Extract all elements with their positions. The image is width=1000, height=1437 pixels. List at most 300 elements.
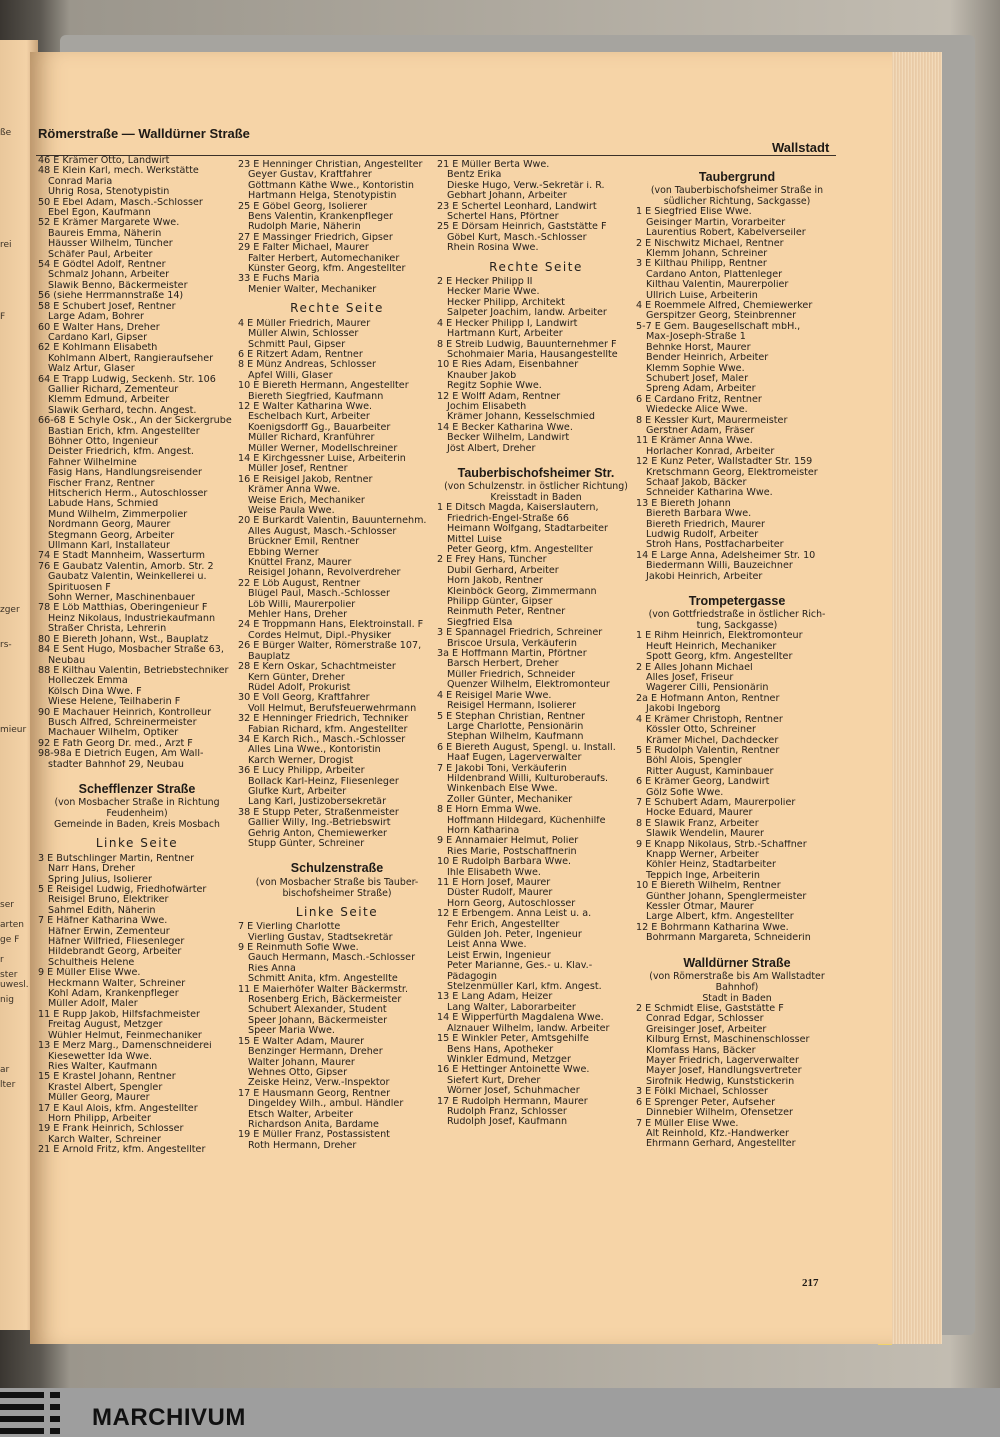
resident-entry: Ullrich Luise, Arbeiterin [646,290,758,301]
house-entry: 9 E Knapp Nikolaus, Strb.-Schaffner [636,839,807,850]
house-entry: 5-7 E Gem. Baugesellschaft mbH., [636,321,801,332]
resident-entry: Narr Hans, Dreher [48,864,136,875]
resident-entry: Barsch Herbert, Dreher [447,659,559,670]
resident-entry: Baureis Emma, Näherin [48,228,162,239]
house-entry: 7 E Jakobi Toni, Verkäuferin [437,763,567,774]
left-page-text-fragment: ser [0,900,14,910]
house-entry: 15 E Krastel Johann, Rentner [38,1072,176,1083]
resident-entry: Rüdel Adolf, Prokurist [248,682,351,693]
house-entry: 2 E Alles Johann Michael [636,662,753,673]
resident-entry: Mehler Hans, Dreher [248,610,348,621]
house-entry: 12 E Erbengem. Anna Leist u. a. [437,909,592,920]
house-entry: 21 E Müller Berta Wwe. [437,160,550,170]
resident-entry: Künster Georg, kfm. Angestellter [248,264,406,275]
house-entry: 11 E Krämer Anna Wwe. [636,436,753,447]
house-entry: 98-98a E Dietrich Eugen, Am Wall- [38,749,204,760]
resident-entry: Eschelbach Kurt, Arbeiter [248,412,370,423]
house-entry: 10 E Biereth Wilhelm, Rentner [636,881,781,892]
street-description: (von Römerstraße bis Am Wallstadter [649,971,825,983]
house-entry: 2a E Hofmann Anton, Rentner [636,693,780,704]
street-heading: Taubergrund [698,170,776,184]
side-heading: Rechte Seite [489,259,583,274]
resident-entry: Holleczek Emma [48,676,128,687]
house-entry: 10 E Rudolph Barbara Wwe. [437,857,572,868]
resident-entry: Gauch Hermann, Masch.-Schlosser [248,953,416,964]
street-description: (von Mosbacher Straße in Richtung [54,797,220,809]
resident-entry: Fehr Erich, Angestellter [447,919,560,930]
house-entry: 12 E Kunz Peter, Wallstadter Str. 159 [636,457,813,468]
resident-entry: Horn Philipp, Arbeiter [48,1113,151,1124]
house-entry: 8 E Kessler Kurt, Maurermeister [636,415,788,426]
house-entry: 33 E Fuchs Maria [238,274,320,285]
resident-entry: Hitscherich Herm., Autoschlosser [48,489,208,499]
resident-entry: Kölsch Dina Wwe. F [48,686,142,697]
resident-entry: Hecker Marie Wwe. [447,287,540,298]
resident-entry: Haaf Eugen, Lagerverwalter [447,753,582,764]
resident-entry: Schohmaier Maria, Hausangestellte [447,349,618,360]
house-entry: 4 E Hecker Philipp I, Landwirt [437,318,578,329]
resident-entry: Rudolph Marie, Näherin [248,222,361,233]
resident-entry: Rudolph Franz, Schlosser [447,1106,567,1117]
resident-entry: Krämer Johann, Kesselschmied [447,412,595,423]
house-entry: 14 E Kirchgessner Luise, Arbeiterin [238,453,406,464]
resident-entry: Mittel Luise [447,534,502,545]
resident-entry: Biereth Barbara Wwe. [646,509,752,520]
resident-entry: Kessler Otmar, Maurer [646,902,754,912]
house-entry: 2 E Schmidt Elise, Gaststätte F [636,1004,784,1015]
house-entry: 4 E Reisigel Marie Wwe. [437,690,552,701]
house-entry: 24 E Troppmann Hans, Elektroinstall. F [238,620,424,631]
house-entry: 90 E Machauer Heinrich, Kontrolleur [38,707,212,718]
page-header-streets: Römerstraße — Walldürner Straße [38,126,250,141]
resident-entry: Jakobi Ingeborg [646,704,721,715]
street-description: bischofsheimer Straße) [282,887,392,899]
resident-entry: Conrad Edgar, Schlosser [646,1014,764,1025]
resident-entry: Karch Werner, Drogist [248,755,354,766]
house-entry: 30 E Voll Georg, Kraftfahrer [238,693,370,704]
resident-entry: Schubert Alexander, Student [248,1005,387,1016]
house-entry: 29 E Falter Michael, Maurer [238,243,369,254]
house-entry: 13 E Lang Adam, Heizer [437,992,553,1003]
resident-entry: Biedermann Willi, Bauzeichner [646,561,793,572]
resident-entry: Slawik Gerhard, techn. Angest. [48,405,197,416]
resident-entry: Lang Karl, Justizobersekretär [248,797,387,808]
resident-entry: Siefert Kurt, Dreher [447,1075,541,1086]
resident-entry: Peter Marianne, Ges.- u. Klav.- [447,961,593,972]
resident-entry: Gerstner Adam, Fräser [646,425,755,436]
resident-entry: Geisinger Martin, Vorarbeiter [646,217,786,228]
resident-entry: Regitz Sophie Wwe. [447,381,542,392]
resident-entry: Kleinböck Georg, Zimmermann [447,586,597,597]
resident-entry: Müller Adolf, Maler [48,999,138,1010]
street-description: (von Gottfriedstraße in östlicher Rich- [648,609,826,621]
resident-entry: Mund Wilhelm, Zimmerpolier [48,509,188,520]
resident-entry: Ries Anna [248,963,296,974]
house-entry: 14 E Large Anna, Adelsheimer Str. 10 [636,550,816,561]
resident-entry: Dieske Hugo, Verw.-Sekretär i. R. [447,180,605,191]
resident-entry: Roth Hermann, Dreher [248,1140,357,1151]
resident-entry: Krastel Albert, Spengler [48,1082,163,1093]
house-entry: 28 E Kern Oskar, Schachtmeister [238,662,396,673]
house-entry: 80 E Biereth Johann, Wst., Bauplatz [38,634,209,645]
resident-entry: Günther Johann, Spenglermeister [646,891,807,902]
side-heading: Linke Seite [295,904,379,919]
resident-entry: Kohlmann Albert, Rangieraufseher [48,353,214,364]
left-page-text-fragment: lter [0,1080,16,1090]
house-entry: 17 E Rudolph Hermann, Maurer [437,1096,588,1107]
street-description: südlicher Richtung, Sackgasse) [663,196,811,208]
resident-entry: Hildebrandt Georg, Arbeiter [48,947,182,958]
house-entry: 7 E Häfner Katharina Wwe. [38,916,168,927]
house-entry: 26 E Bürger Walter, Römerstraße 107, [238,641,422,652]
house-entry: 14 E Wipperfürth Magdalena Wwe. [437,1013,604,1024]
resident-entry: Schmitt Anita, kfm. Angestellte [248,974,398,985]
house-entry: 62 E Kohlmann Elisabeth [38,343,158,354]
resident-entry: Biereth Friedrich, Maurer [646,519,765,530]
house-entry: 25 E Göbel Georg, Isolierer [238,201,368,212]
page-header-district: Wallstadt [772,140,830,155]
resident-entry: Horn Jakob, Rentner [447,576,543,587]
street-description: (von Tauberbischofsheimer Straße in [650,185,824,197]
left-page-text-fragment: arten [0,920,24,930]
resident-entry: Horn Katharina [447,825,520,836]
house-entry: 2 E Nischwitz Michael, Rentner [636,238,784,249]
house-entry: 84 E Sent Hugo, Mosbacher Straße 63, [38,645,224,656]
resident-entry: Jochim Elisabeth [447,401,527,412]
resident-entry: Schertel Hans, Pförtner [447,212,559,223]
resident-entry: Göttmann Käthe Wwe., Kontoristin [248,180,414,191]
resident-entry: Gaubatz Valentin, Weinkellerei u. [48,572,207,583]
resident-entry: Müller Georg, Maurer [48,1093,150,1104]
resident-entry: Fahner Wilhelmine [48,457,137,468]
left-page-text-fragment: zger [0,605,20,615]
resident-entry: Horn Georg, Autoschlosser [447,898,576,909]
house-entry: 12 E Bohrmann Katharina Wwe. [636,922,789,933]
house-entry: 15 E Walter Adam, Maurer [238,1036,365,1047]
resident-entry: Gölz Sofie Wwe. [646,787,724,798]
house-entry: 6 E Cardano Fritz, Rentner [636,394,762,405]
resident-entry: Klomfass Hans, Bäcker [646,1045,756,1056]
resident-entry: Müller Friedrich, Schneider [447,669,576,680]
house-entry: 19 E Frank Heinrich, Schlosser [38,1124,184,1135]
resident-entry: Laurentius Robert, Kabelverseiler [646,228,806,239]
resident-entry: Horlacher Konrad, Arbeiter [646,446,775,457]
resident-entry: Ebel Egon, Kaufmann [48,208,151,219]
resident-entry: Wagerer Cilli, Pensionärin [646,683,769,694]
house-entry: 21 E Arnold Fritz, kfm. Angestellter [38,1145,206,1156]
resident-entry: Gebhart Johann, Arbeiter [447,191,567,202]
resident-entry: Hartmann Helga, Stenotypistin [248,191,397,202]
street-heading: Tauberbischofsheimer Str. [457,465,615,480]
resident-entry: Klemm Edmund, Arbeiter [48,395,170,406]
resident-entry: Knauber Jakob [447,370,517,381]
resident-entry: Häusser Wilhelm, Tüncher [48,239,173,250]
house-entry: 10 E Ries Adam, Eisenbahner [437,360,579,371]
resident-entry: Large Charlotte, Pensionärin [447,721,584,732]
house-entry: 34 E Karch Rich., Masch.-Schlosser [238,734,406,745]
resident-entry: Ries Walter, Kaufmann [48,1061,158,1072]
house-entry: 7 E Schubert Adam, Maurerpolier [636,797,796,808]
house-entry: 78 E Löb Matthias, Oberingenieur F [38,603,208,614]
resident-entry: Reinmuth Peter, Rentner [447,607,566,618]
left-page-text-fragment: ar [0,1065,10,1075]
street-description: Feudenheim) [106,808,168,820]
resident-entry: Philipp Günter, Gipser [447,597,553,608]
resident-entry: Stupp Günter, Schreiner [248,839,365,849]
resident-entry: Large Albert, kfm. Angestellter [646,912,794,923]
house-entry: 9 E Reinmuth Sofie Wwe. [238,943,359,954]
resident-entry: Glufke Kurt, Arbeiter [248,786,347,797]
left-page-text-fragment: rs- [0,640,12,650]
house-entry: 13 E Merz Marg., Damenschneiderei [38,1041,212,1052]
resident-entry: Lang Walter, Laborarbeiter [447,1002,576,1013]
resident-entry: Kiesewetter Ida Wwe. [48,1051,153,1062]
street-heading: Schulzenstraße [290,861,384,876]
resident-entry: Löb Willi, Maurerpolier [248,599,356,610]
resident-entry: Ullmann Karl, Installateur [48,541,170,552]
resident-entry: Alt Reinhold, Kfz.-Handwerker [646,1128,789,1139]
house-entry: 92 E Fath Georg Dr. med., Arzt F [38,738,193,749]
column-2 [238,160,436,1151]
resident-entry: Greisinger Josef, Arbeiter [646,1024,767,1035]
resident-entry: Gerspitzer Georg, Steinbrenner [646,311,797,322]
resident-entry: Dingeldey Wilh., ambul. Händler [248,1099,404,1110]
resident-entry: Ludwig Rudolf, Arbeiter [646,530,759,540]
house-entry: 5 E Rudolph Valentin, Rentner [636,745,780,756]
side-heading: Rechte Seite [290,301,384,316]
resident-entry: Voll Helmut, Berufsfeuerwehrmann [248,703,417,714]
resident-entry: Spirituosen F [48,582,111,593]
resident-entry: Alznauer Wilhelm, landw. Arbeiter [447,1023,610,1034]
resident-entry: Knapp Werner, Arbeiter [646,849,759,860]
left-page-text-fragment: ge F [0,935,20,945]
resident-entry: Müller Alwin, Schlosser [248,329,359,340]
street-description: Stadt in Baden [702,993,772,1005]
resident-entry: Gallier Richard, Zementeur [48,384,179,395]
house-entry: 36 E Lucy Philipp, Arbeiter [238,766,365,777]
house-entry: 6 E Ritzert Adam, Rentner [238,349,363,360]
resident-entry: Biereth Siegfried, Kaufmann [248,391,384,402]
left-page-text-fragment: nig [0,995,14,1005]
resident-entry: Koenigsdorff Gg., Bauarbeiter [248,422,391,433]
resident-entry: Ehrmann Gerhard, Angestellter [646,1139,796,1150]
resident-entry: Friedrich-Engel-Straße 66 [447,513,569,524]
house-entry: 14 E Becker Katharina Wwe. [437,422,573,433]
house-entry: 88 E Kilthau Valentin, Betriebstechniker [38,665,229,676]
house-entry: 2 E Hecker Philipp II [437,277,533,288]
resident-entry: Freitag August, Metzger [48,1020,163,1031]
resident-entry: Bollack Karl-Heinz, Fliesenleger [248,776,399,787]
resident-entry: Klemm Johann, Schreiner [646,249,768,260]
resident-entry: Kern Günter, Dreher [248,672,345,683]
house-entry: 38 E Stupp Peter, Straßenmeister [238,807,399,818]
resident-entry: Cardano Karl, Gipser [48,332,148,343]
resident-entry: Kilburg Ernst, Maschinenschlosser [646,1035,810,1046]
house-entry: 3a E Hoffmann Martin, Pförtner [437,649,587,660]
resident-entry: Labude Hans, Schmied [48,499,159,510]
resident-entry: Gehrig Anton, Chemiewerker [248,828,387,839]
resident-entry: Briscoe Ursula, Verkäuferin [447,638,577,649]
resident-entry: Mayer Josef, Handlungsvertreter [646,1066,802,1077]
house-entry: 15 E Winkler Peter, Amtsgehilfe [437,1034,589,1045]
resident-entry: Kohl Adam, Krankenpfleger [48,989,179,1000]
resident-entry: Reisigel Hermann, Isolierer [447,701,577,712]
resident-entry: Weise Paula Wwe. [248,506,335,516]
resident-entry: Stroh Hans, Postfacharbeiter [646,540,784,551]
resident-entry: Böhl Alois, Spengler [646,756,742,767]
resident-entry: Alles August, Masch.-Schlosser [248,526,397,537]
resident-entry: Busch Alfred, Schreinermeister [48,717,197,728]
resident-entry: Schmitt Paul, Gipser [248,339,346,350]
resident-entry: Leist Erwin, Ingenieur [447,950,551,961]
resident-entry: Fabian Richard, kfm. Angestellter [248,724,408,735]
resident-entry: Fischer Franz, Rentner [48,478,155,489]
house-entry: 23 E Henninger Christian, Angestellter [238,160,423,170]
house-entry: 25 E Dörsam Heinrich, Gaststätte F [437,222,607,233]
resident-entry: Schaaf Jakob, Bäcker [646,477,747,488]
resident-entry: Alles Lina Wwe., Kontoristin [248,745,381,756]
street-heading: Walldürner Straße [683,955,791,970]
resident-entry: Bastian Erich, kfm. Angestellter [48,426,200,437]
house-entry: 6 E Krämer Georg, Landwirt [636,777,770,788]
resident-entry: Klemm Sophie Wwe. [646,363,745,374]
resident-entry: Richardson Anita, Bardame [248,1119,379,1130]
resident-entry: Zeiske Heinz, Verw.-Inspektor [248,1078,390,1089]
house-entry: 48 E Klein Karl, mech. Werkstätte [38,166,199,177]
column-1 [38,156,236,1156]
house-entry: 16 E Hettinger Antoinette Wwe. [437,1065,590,1076]
house-entry: 11 E Maierhöfer Walter Bäckermstr. [238,984,409,995]
page-number: 217 [802,1277,819,1289]
resident-entry: Speer Johann, Bäckermeister [248,1015,388,1026]
house-entry: 4 E Krämer Christoph, Rentner [636,714,783,725]
resident-entry: Ries Marie, Postschaffnerin [447,846,577,857]
resident-entry: Heuft Heinrich, Mechaniker [646,641,777,652]
left-page-text-fragment: ster [0,970,18,980]
resident-entry: Conrad Maria [48,176,113,187]
resident-entry: Rudolph Josef, Kaufmann [447,1117,568,1128]
column-4 [636,158,838,1150]
resident-entry: Gülden Joh. Peter, Ingenieur [447,930,582,941]
house-entry: 3 E Butschlinger Martin, Rentner [38,853,195,864]
resident-entry: Jakobi Heinrich, Arbeiter [646,571,763,582]
resident-entry: Zoller Günter, Mechaniker [447,794,573,805]
house-entry: 32 E Henninger Friedrich, Techniker [238,714,409,725]
house-entry: 17 E Hausmann Georg, Rentner [238,1088,391,1099]
resident-entry: Falter Herbert, Automechaniker [248,253,400,264]
street-description: Kreisstadt in Baden [490,492,582,504]
resident-entry: Wehnes Otto, Gipser [248,1067,348,1078]
resident-entry: Häfner Wilfried, Fliesenleger [48,937,185,948]
resident-entry: Müller Josef, Rentner [248,464,348,475]
resident-entry: Quenzer Wilhelm, Elektromonteur [447,680,610,691]
resident-entry: Hecker Philipp, Architekt [447,297,565,308]
house-entry: 8 E Slawik Franz, Arbeiter [636,818,759,829]
resident-entry: Neubau [48,655,86,666]
resident-entry: Wühler Helmut, Feinmechaniker [48,1030,202,1041]
resident-entry: Winkler Edmund, Metzger [447,1054,571,1065]
house-entry: 58 E Schubert Josef, Rentner [38,301,176,312]
resident-entry: Spreng Adam, Arbeiter [646,384,756,395]
resident-entry: Müller Werner, Modellschreiner [248,443,398,454]
resident-entry: Ritter August, Kaminbauer [646,766,774,777]
archive-brand: MARCHIVUM [92,1404,246,1431]
house-entry: 56 (siehe Herrmannstraße 14) [38,291,184,302]
house-entry: 5 E Stephan Christian, Rentner [437,711,585,722]
resident-entry: Walter Johann, Maurer [248,1057,355,1068]
resident-entry: Karch Walter, Schreiner [48,1134,161,1145]
resident-entry: Kössler Otto, Schreiner [646,725,756,736]
house-entry: 22 E Löb August, Rentner [238,578,361,589]
resident-entry: Leist Anna Wwe. [447,940,527,951]
resident-entry: Deister Friedrich, kfm. Angest. [48,447,194,458]
resident-entry: Uhrig Rosa, Stenotypistin [48,187,170,198]
resident-entry: Straßer Christa, Lehrerin [48,624,167,635]
resident-entry: Schubert Josef, Maler [646,373,749,384]
resident-entry: Schäfer Paul, Arbeiter [48,249,153,260]
house-entry: 8 E Münz Andreas, Schlosser [238,360,376,371]
house-entry: 16 E Reisigel Jakob, Rentner [238,474,373,485]
street-description: Gemeinde in Baden, Kreis Mosbach [53,819,221,831]
street-heading: Schefflenzer Straße [78,781,196,796]
resident-entry: Behnke Horst, Maurer [646,342,751,353]
resident-entry: Hildenbrand Willi, Kulturoberaufs. [447,773,609,784]
column-3 [437,160,635,1128]
left-page-text-fragment: uwesl. [0,980,29,990]
street-heading: Trompetergasse [688,594,786,609]
resident-entry: Brückner Emil, Rentner [248,537,360,548]
house-entry: 23 E Schertel Leonhard, Landwirt [437,201,597,212]
street-description: (von Mosbacher Straße bis Tauber- [255,876,419,888]
resident-entry: Speer Maria Wwe. [248,1026,335,1037]
resident-entry: Slawik Wendelin, Maurer [646,829,764,840]
resident-entry: Nordmann Georg, Maurer [48,520,171,531]
resident-entry: Benzinger Hermann, Dreher [248,1047,383,1058]
resident-entry: stadter Bahnhof 29, Neubau [48,759,184,770]
resident-entry: Apfel Willi, Glaser [248,370,333,381]
resident-entry: Alles Josef, Friseur [646,673,734,684]
resident-entry: Salpeter Joachim, landw. Arbeiter [447,308,607,319]
resident-entry: Hartmann Kurt, Arbeiter [447,329,563,340]
resident-entry: Weise Erich, Mechaniker [248,495,365,506]
resident-entry: Stelzenmüller Karl, kfm. Angest. [447,982,602,993]
left-page-text-fragment: mieur [0,725,27,735]
house-entry: 52 E Krämer Margarete Wwe. [38,218,180,229]
resident-entry: Krämer Anna Wwe. [248,485,341,496]
resident-entry: Max-Joseph-Straße 1 [646,332,746,343]
resident-entry: Reisigel Johann, Revolverdreher [248,568,401,579]
resident-entry: Krämer Michel, Dachdecker [646,735,779,746]
resident-entry: Blügel Paul, Masch.-Schlosser [248,589,390,600]
resident-entry: Cordes Helmut, Dipl.-Physiker [248,630,392,641]
resident-entry: Heinz Nikolaus, Industriekaufmann [48,613,216,624]
archive-footer [0,1388,1000,1437]
house-entry: 1 E Ditsch Magda, Kaiserslautern, [437,503,599,514]
resident-entry: Bentz Erika [447,170,502,181]
left-page-text-fragment: rei [0,240,12,250]
house-entry: 13 E Biereth Johann [636,498,731,509]
resident-entry: Slawik Benno, Bäckermeister [48,280,188,291]
resident-entry: Sohn Werner, Maschinenbauer [48,593,195,604]
house-entry: 64 E Trapp Ludwig, Seckenh. Str. 106 [38,374,216,385]
street-description: tung, Sackgasse) [696,620,778,632]
resident-entry: Geyer Gustav, Kraftfahrer [248,170,372,181]
street-description: (von Schulzenstr. in östlicher Richtung) [444,481,628,493]
resident-entry: Schultheis Helene [48,957,135,968]
resident-entry: Etsch Walter, Arbeiter [248,1109,354,1120]
house-entry: 46 E Krämer Otto, Landwirt [38,156,170,166]
resident-entry: Schneider Katharina Wwe. [646,488,773,499]
